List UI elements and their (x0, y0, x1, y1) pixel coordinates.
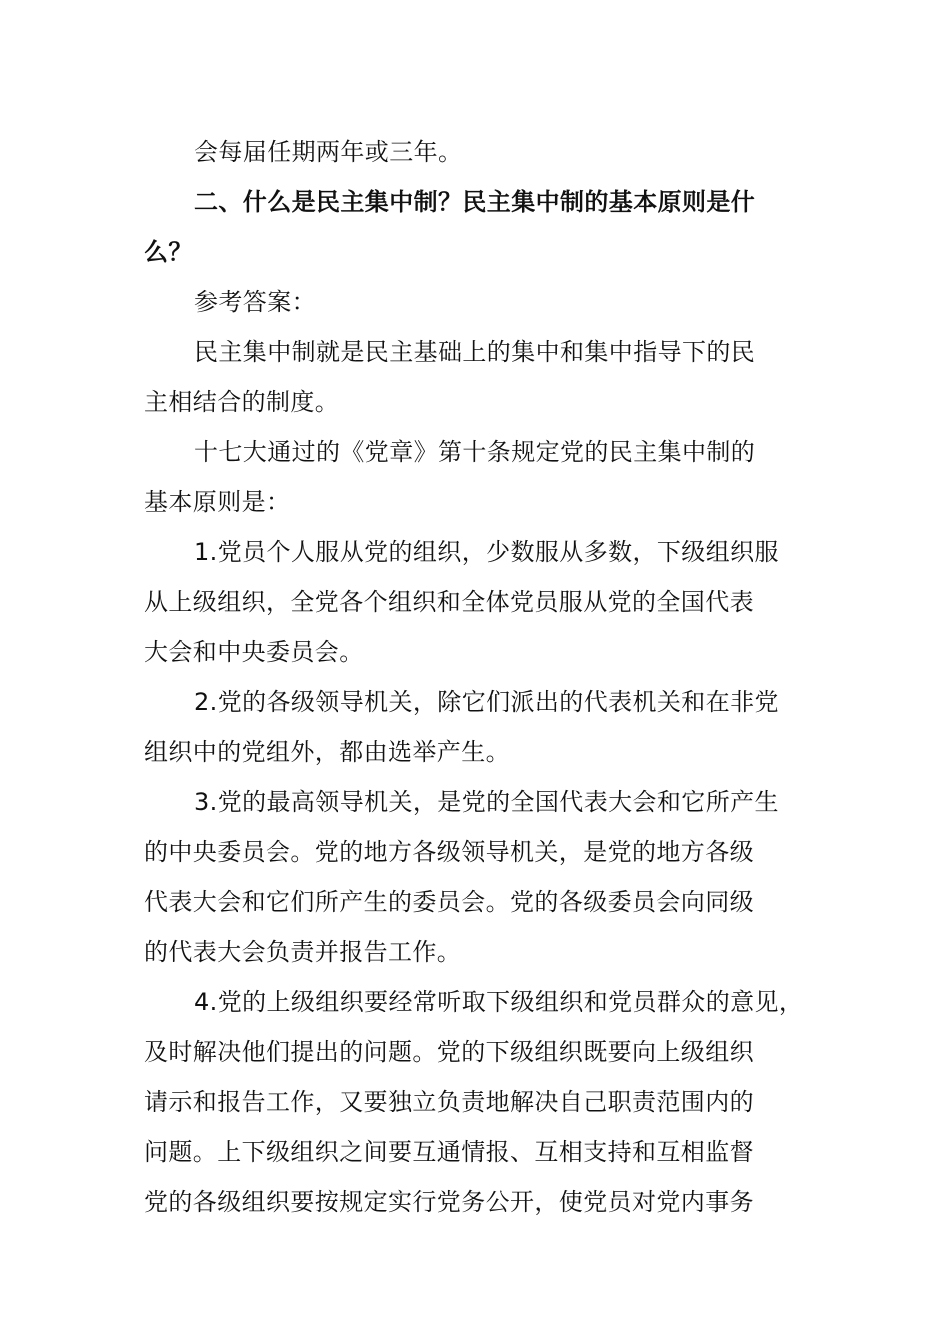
section-heading: 二、什么是民主集中制？民主集中制的基本原则是什 (194, 188, 756, 216)
list-item-4-line: 问题。上下级组织之间要互通情报、互相支持和互相监督 (144, 1138, 754, 1166)
list-item-2-line: 组织中的党组外，都由选举产生。 (144, 738, 510, 766)
paragraph-line: 主相结合的制度。 (144, 388, 340, 416)
list-item-4-line: 党的各级组织要按规定实行党务公开，使党员对党内事务 (144, 1188, 754, 1216)
list-item-3-line: 代表大会和它们所产生的委员会。党的各级委员会向同级 (144, 888, 754, 916)
list-item-1-line: 大会和中央委员会。 (144, 638, 364, 666)
paragraph-line: 民主集中制就是民主基础上的集中和集中指导下的民 (194, 338, 756, 366)
paragraph-continuation: 会每届任期两年或三年。 (194, 138, 463, 166)
paragraph-line: 十七大通过的《党章》第十条规定党的民主集中制的 (194, 438, 756, 466)
paragraph-line: 基本原则是： (144, 488, 291, 516)
list-item-3-line: 的中央委员会。党的地方各级领导机关，是党的地方各级 (144, 838, 754, 866)
answer-label: 参考答案： (194, 288, 316, 316)
list-item-2-line: 2.党的各级领导机关，除它们派出的代表机关和在非党 (194, 688, 779, 716)
list-item-1-line: 从上级组织，全党各个组织和全体党员服从党的全国代表 (144, 588, 754, 616)
list-item-4-line: 及时解决他们提出的问题。党的下级组织既要向上级组织 (144, 1038, 754, 1066)
list-item-3-line: 3.党的最高领导机关，是党的全国代表大会和它所产生 (194, 788, 779, 816)
list-item-3-line: 的代表大会负责并报告工作。 (144, 938, 462, 966)
list-item-4-line: 请示和报告工作，又要独立负责地解决自己职责范围内的 (144, 1088, 754, 1116)
list-item-1-line: 1.党员个人服从党的组织，少数服从多数，下级组织服 (194, 538, 779, 566)
section-heading-continuation: 么？ (144, 238, 193, 266)
list-item-4-line: 4.党的上级组织要经常听取下级组织和党员群众的意见， (194, 988, 804, 1016)
